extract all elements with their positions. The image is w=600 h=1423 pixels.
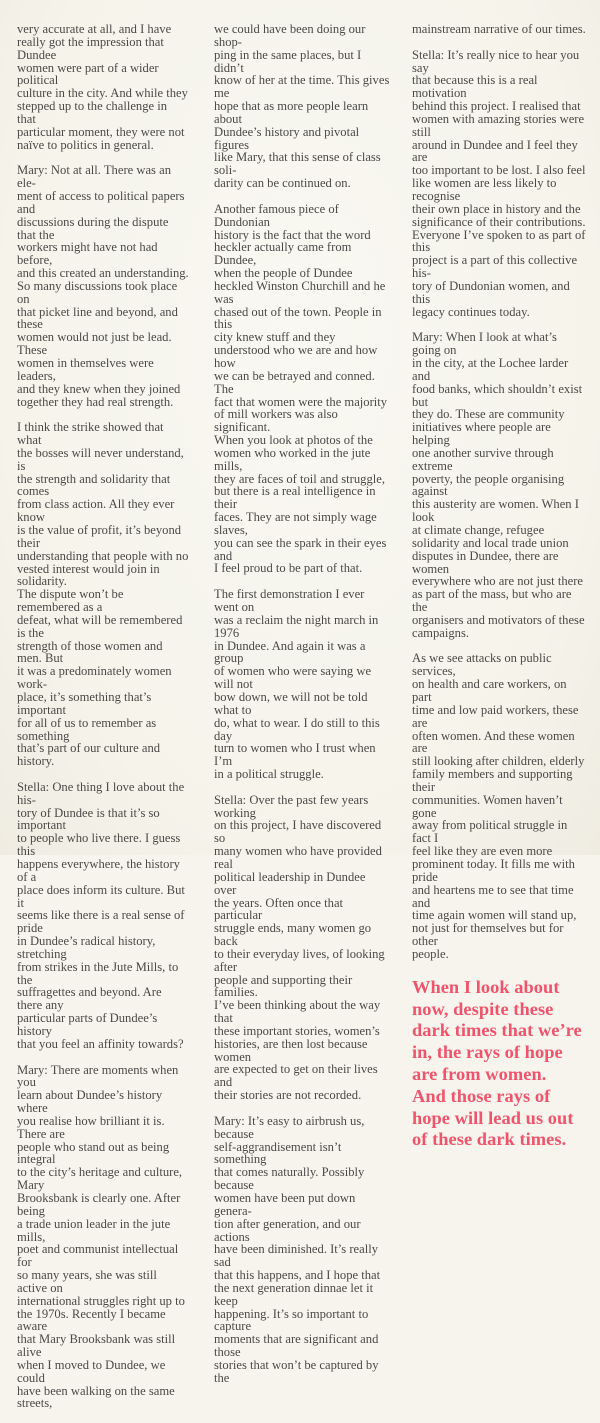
paragraph: Mary: It’s easy to airbrush us, because self-aggrandisement isn’t something that comes naturally. Possibly because women have been put down genera- tion after generation, and our actions have been diminished. It’s really sad that this happens, and I hope that the next generation dinnae let it keep happening. It’s so important to capture moments that are significant and those stories that won’t be captured by the bbox=[214, 1113, 381, 1385]
paragraph: Stella: It’s really nice to hear you say that because this is a real motivation behind this project. I realised that women with amazing stories were still around in Dundee and I feel they are too important to be lost. I also feel like women are less likely to recognise their own place in history and the significance of their contributions. Everyone I’ve spoken to as part of this project is a part of this collective his- tory of Dundonian women, and this legacy continues today. bbox=[412, 47, 586, 319]
paragraph: Mary: Not at all. There was an ele- ment of access to political papers and discussions during the dispute that the workers might have not had before, and this created an understanding. So many discussions took place on that picket line and beyond, and these women would not just be lead. These women in themselves were leaders, and they knew when they joined together they had real strength. bbox=[17, 163, 189, 409]
paragraph: As we see attacks on public services, on health and care workers, on part time and low paid workers, these are often women. And these women are still looking after children, elderly family members and supporting their communities. Women haven’t gone away from political struggle in fact I feel like they are even more prominent today. It fills me with pride and heartens me to see that time and time again women will stand up, not just for themselves but for other people. bbox=[412, 651, 585, 961]
paragraph: Stella: One thing I love about the his- tory of Dundee is that it’s so important to people who live there. I guess this happens everywhere, the history of a place does inform its culture. But it seems like there is a real sense of pride in Dundee’s radical history, stretching from strikes in the Jute Mills, to the suffragettes and beyond. Are there any particular parts of Dundee’s history that you feel an affinity towards? bbox=[17, 779, 185, 1051]
paragraph: Mary: When I look at what’s going on in the city, at the Lochee larder and food banks, which shouldn’t exist but they do. These are community initiatives where people are helping one another survive through extreme poverty, the people organising against this austerity are women. When I look at climate change, refugee solidarity and local trade union disputes in Dundee, there are women everywhere who are not just there as part of the mass, but who are the organisers and motivators of these campaigns. bbox=[412, 330, 585, 640]
paragraph: we could have been doing our shop- ping in the same places, but I didn’t know of her at the time. This gives me hope that as more people learn about Dundee’s history and pivotal figures like Mary, that this sense of class soli- darity can be continued on. bbox=[214, 22, 390, 191]
text-column-3 bbox=[412, 23, 588, 1151]
paragraph: Another famous piece of Dundonian history is the fact that the word heckler actually came from Dundee, when the people of Dundee heckled Winston Churchill and he was chased out of the town. People in this city knew stuff and they understood who we are and how how we can be betrayed and conned. The fact that women were the majority of mill workers was also significant. When you look at photos of the women who worked in the jute mills, they are faces of toil and struggle, but there is a real intelligence in their faces. They are not simply wage slaves, you can see the spark in their eyes and I feel proud to be part of that. bbox=[214, 201, 388, 576]
paragraph: The first demonstration I ever went on was a reclaim the night march in 1976 in Dundee. And again it was a group of women who were saying we will not bow down, we will not be told what to do, what to wear. I do still to this day turn to women who I trust when I’m in a political struggle. bbox=[214, 587, 380, 782]
paragraph: Stella: Over the past few years working on this project, I have discovered so many women who have provided real political leadership in Dundee over the years. Often once that particular struggle ends, many women go back to their everyday lives, of looking after people and supporting their families. I’ve been thinking about the way that these important stories, women’s histories, are then lost because women are expected to get on their lives and their stories are not recorded. bbox=[214, 792, 385, 1103]
paragraph: very accurate at all, and I have really got the impression that Dundee women were part of a wider political culture in the city. And while they stepped up to the challenge in that particular moment, they were not naïve to politics in general. bbox=[17, 22, 188, 152]
paragraph: I think the strike showed that what the bosses will never understand, is the strength and solidarity that comes from class action. All they ever know is the value of profit, it’s beyond their understanding that people with no vested interest would join in solidarity. The dispute won’t be remembered as a defeat, what will be remembered is the strength of those women and men. But it was a predominately women work- place, it’s something that’s important for all of us to remember as something that’s part of our culture and history. bbox=[17, 420, 189, 769]
pull-quote: When I look about now, despite these dark times that we’re in, the rays of hope are from women. And those rays of hope will lead us out of these dark times. bbox=[412, 976, 582, 1150]
paragraph: mainstream narrative of our times. bbox=[412, 22, 586, 36]
text-column-1 bbox=[17, 23, 189, 1423]
paragraph: Mary: There are moments when you learn about Dundee’s history where you realise how brilliant it is. There are people who stand out as being integral to the city’s heritage and culture, Mary Brooksbank is clearly one. After being a trade union leader in the jute mills, poet and communist intellectual for so many years, she was still active on international struggles right up to the 1970s. Recently I became aware that Mary Brooksbank was still alive when I moved to Dundee, we could have been walking on the same streets, bbox=[17, 1062, 185, 1411]
text-column-2 bbox=[214, 23, 390, 1398]
